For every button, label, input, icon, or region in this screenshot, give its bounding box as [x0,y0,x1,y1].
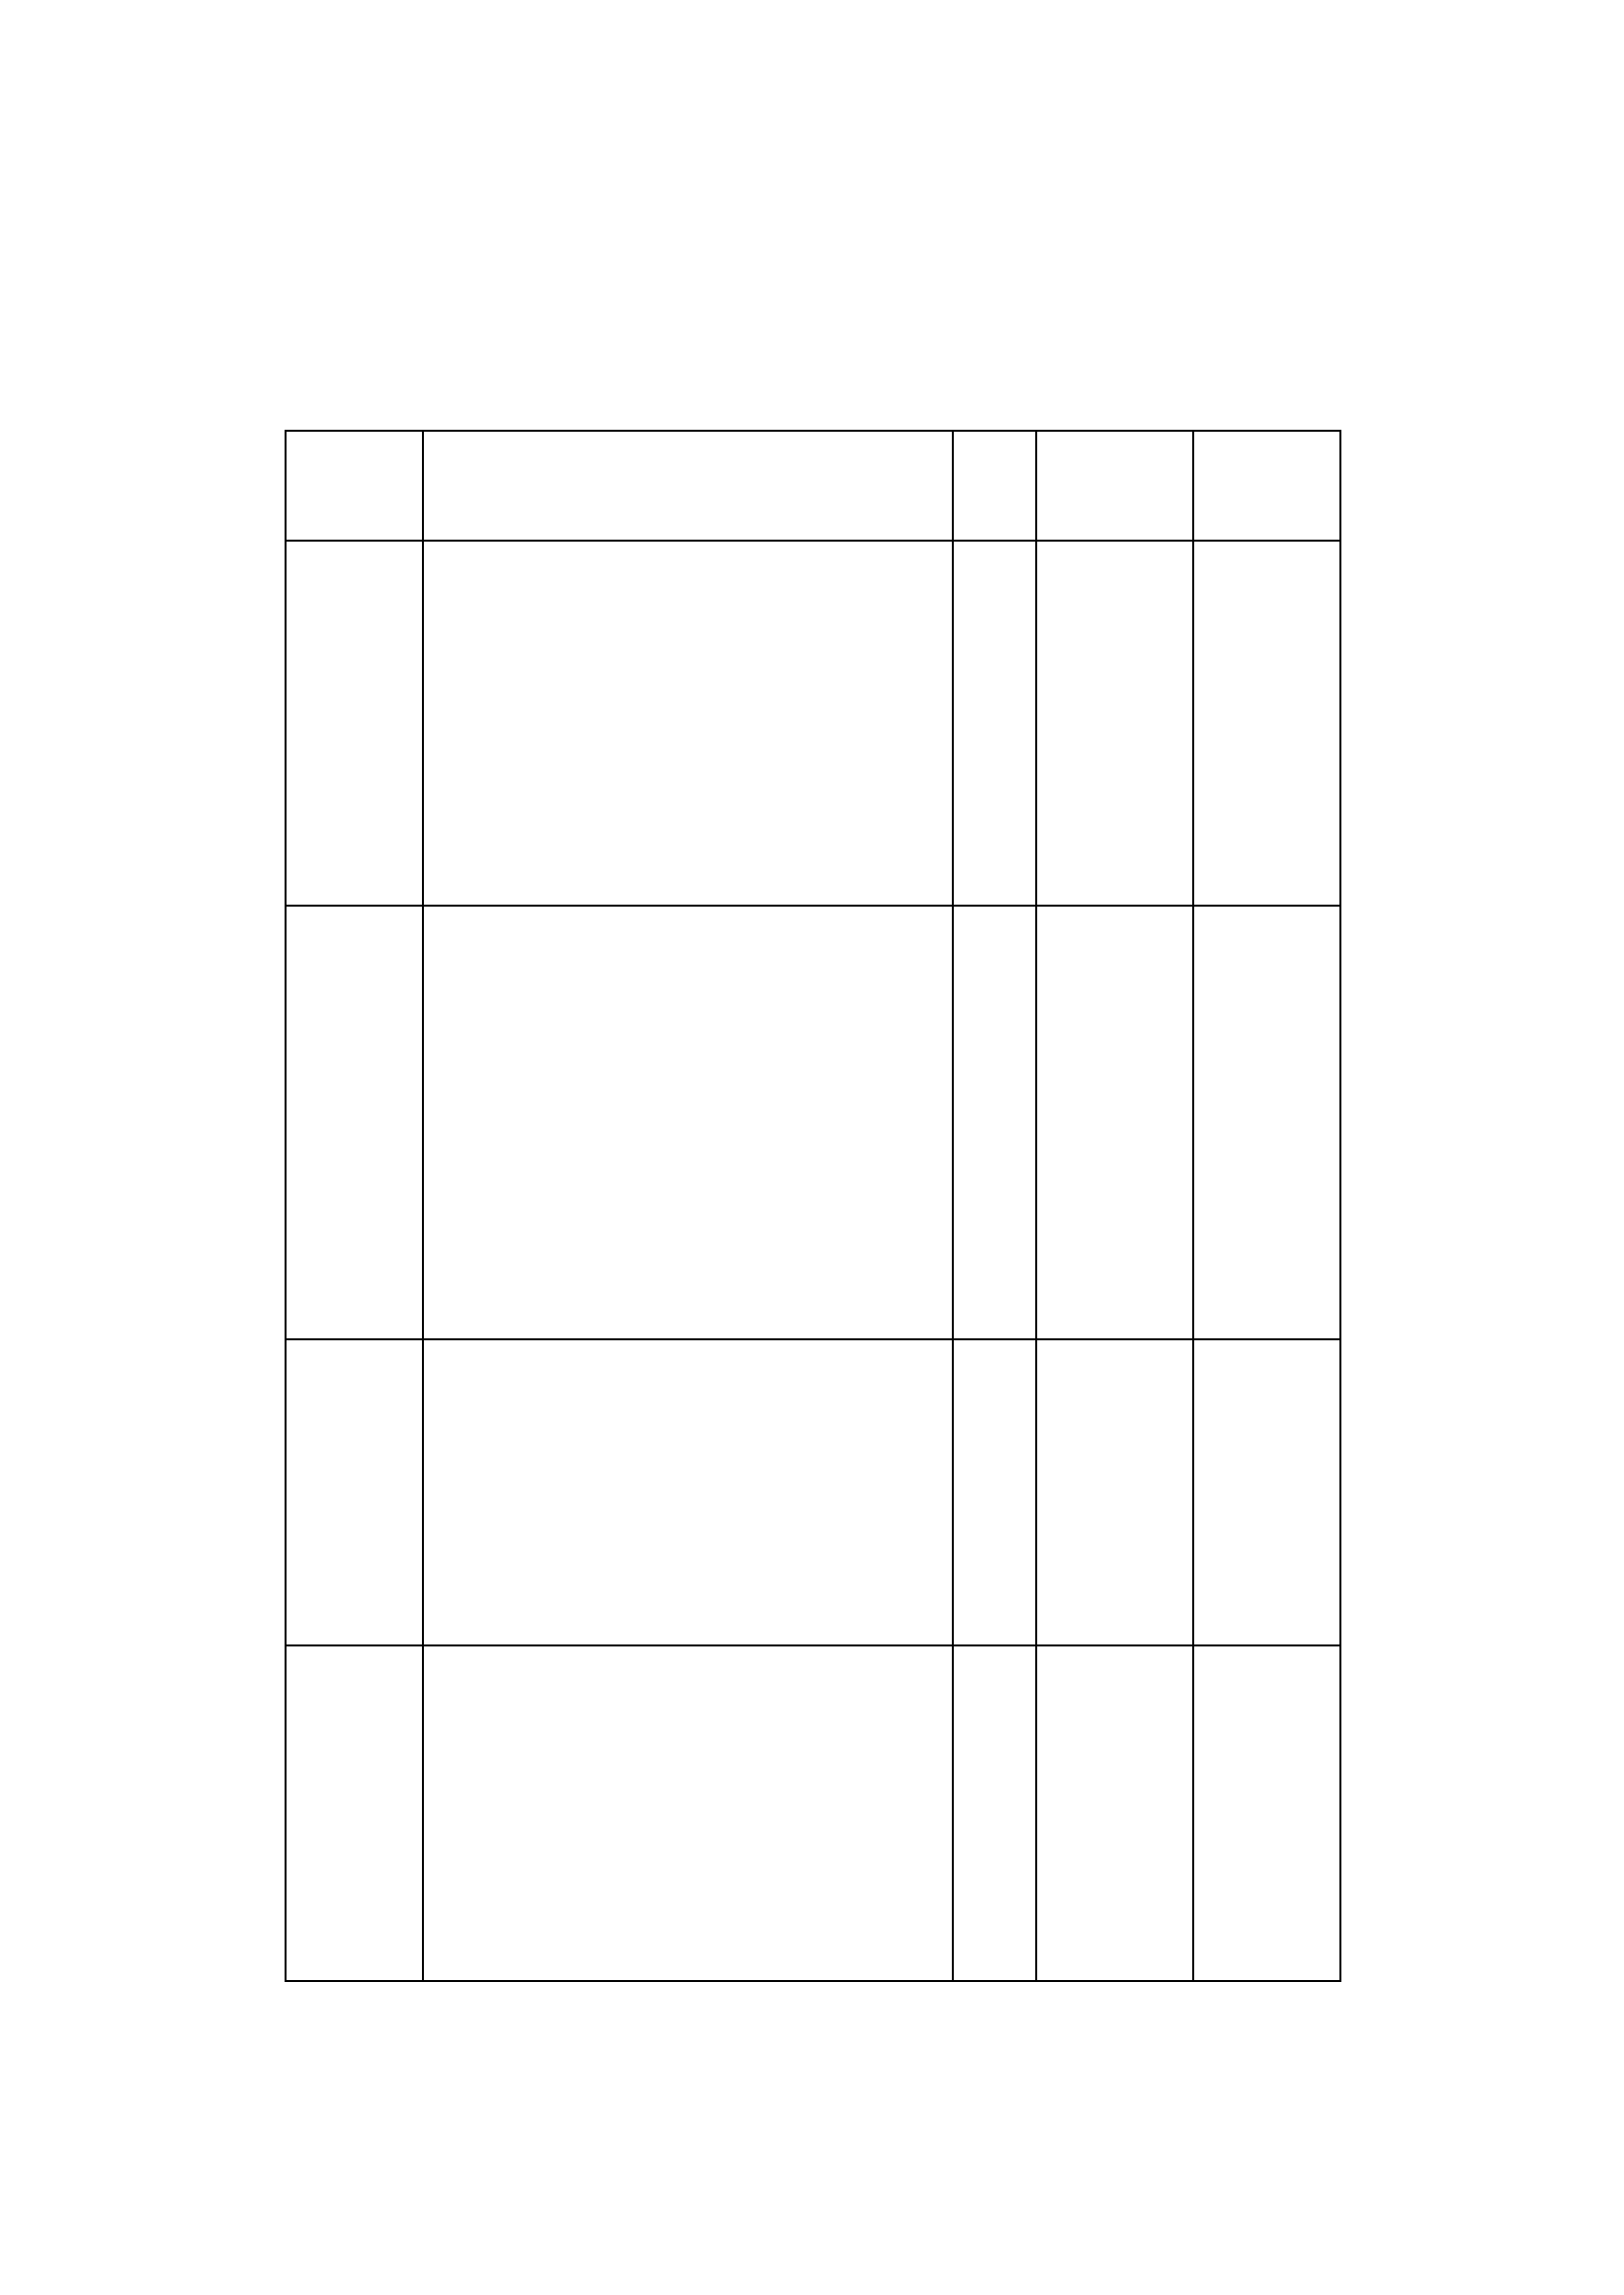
header-pages [953,431,1036,541]
cell-pages [953,1645,1036,1981]
cell-title [1036,906,1193,1339]
table-row [286,1645,1340,1981]
table-header-row [286,431,1340,541]
cell-author [1193,1339,1340,1645]
cell-keywords [286,1645,423,1981]
cell-pages [953,541,1036,906]
table-row [286,906,1340,1339]
cell-title [1036,1339,1193,1645]
cell-author [1193,906,1340,1339]
header-keywords [286,431,423,541]
cell-abstract [423,906,953,1339]
cell-keywords [286,541,423,906]
cell-title [1036,541,1193,906]
articles-table [285,430,1341,1982]
cell-pages [953,906,1036,1339]
cell-pages [953,1339,1036,1645]
table-row [286,541,1340,906]
header-author [1193,431,1340,541]
cell-keywords [286,906,423,1339]
cell-author [1193,1645,1340,1981]
table-row [286,1339,1340,1645]
cell-author [1193,541,1340,906]
cell-abstract [423,1645,953,1981]
cell-title [1036,1645,1193,1981]
cell-abstract [423,1339,953,1645]
header-title [1036,431,1193,541]
cell-abstract [423,541,953,906]
cell-keywords [286,1339,423,1645]
header-abstract [423,431,953,541]
